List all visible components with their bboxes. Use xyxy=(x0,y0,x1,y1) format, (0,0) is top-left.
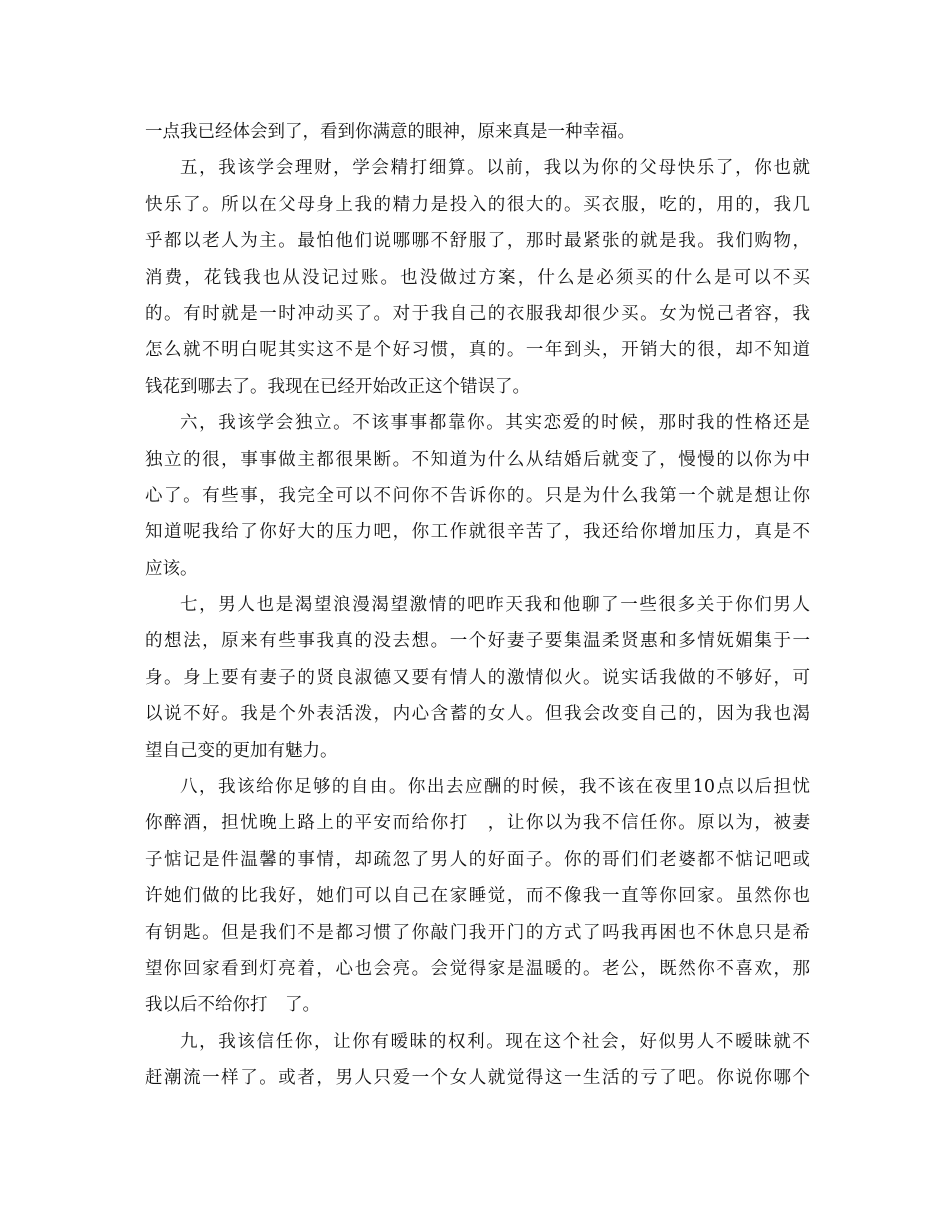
text-line: 钱花到哪去了。我现在已经开始改正这个错误了。 xyxy=(145,376,530,397)
text-line: 乎都以老人为主。最怕他们说哪哪不舒服了，那时最紧张的就是我。我们购物， xyxy=(145,231,810,252)
text-line: 知道呢我给了你好大的压力吧，你工作就很辛苦了，我还给你增加压力，真是不 xyxy=(145,522,810,543)
text-line: 心了。有些事，我完全可以不问你不告诉你的。只是为什么我第一个就是想让你 xyxy=(145,485,810,506)
paragraph-6-first-line: 六，我该学会独立。不该事事都靠你。其实恋爱的时候，那时我的性格还是 xyxy=(180,413,810,434)
paragraph-7-first-line: 七，男人也是渴望浪漫渴望激情的吧昨天我和他聊了一些很多关于你们男人 xyxy=(180,595,810,616)
paragraph-5-first-line: 五，我该学会理财，学会精打细算。以前，我以为你的父母快乐了，你也就 xyxy=(180,158,810,179)
document-body xyxy=(145,114,810,1097)
text-line: 以说不好。我是个外表活泼，内心含蓄的女人。但我会改变自己的，因为我也渴 xyxy=(145,704,810,725)
text-line: 望你回家看到灯亮着，心也会亮。会觉得家是温暖的。老公，既然你不喜欢，那 xyxy=(145,958,810,979)
paragraph-9-first-line: 九，我该信任你，让你有暧昧的权利。现在这个社会，好似男人不暧昧就不 xyxy=(180,1031,810,1052)
text-line: 应该。 xyxy=(145,558,198,579)
text-line: 的。有时就是一时冲动买了。对于我自己的衣服我却很少买。女为悦己者容，我 xyxy=(145,303,810,324)
text-line: 许她们做的比我好，她们可以自己在家睡觉，而不像我一直等你回家。虽然你也 xyxy=(145,886,810,907)
text-line: 怎么就不明白呢其实这不是个好习惯，真的。一年到头，开销大的很，却不知道 xyxy=(145,340,810,361)
paragraph-8-first-line: 八，我该给你足够的自由。你出去应酬的时候，我不该在夜里10点以后担忧 xyxy=(180,777,810,798)
text-line: 我以后不给你打 了。 xyxy=(145,995,320,1016)
text-line: 快乐了。所以在父母身上我的精力是投入的很大的。买衣服，吃的，用的，我几 xyxy=(145,194,810,215)
text-line: 的想法，原来有些事我真的没去想。一个好妻子要集温柔贤惠和多情妩媚集于一 xyxy=(145,631,810,652)
text-line: 望自己变的更加有魅力。 xyxy=(145,740,338,761)
text-line: 你醉酒，担忧晚上路上的平安而给你打 ，让你以为我不信任你。原以为，被妻 xyxy=(145,813,810,834)
text-line: 一点我已经体会到了，看到你满意的眼神，原来真是一种幸福。 xyxy=(145,122,635,142)
text-line: 子惦记是件温馨的事情，却疏忽了男人的好面子。你的哥们们老婆都不惦记吧或 xyxy=(145,849,810,870)
text-line: 有钥匙。但是我们不是都习惯了你敲门我开门的方式了吗我再困也不休息只是希 xyxy=(145,922,810,943)
text-line: 赶潮流一样了。或者，男人只爱一个女人就觉得这一生活的亏了吧。你说你哪个 xyxy=(145,1068,810,1089)
text-line: 独立的很，事事做主都很果断。不知道为什么从结婚后就变了，慢慢的以你为中 xyxy=(145,449,810,470)
text-line: 身。身上要有妻子的贤良淑德又要有情人的激情似火。说实话我做的不够好，可 xyxy=(145,667,810,688)
text-line: 消费，花钱我也从没记过账。也没做过方案，什么是必须买的什么是可以不买 xyxy=(145,267,810,288)
